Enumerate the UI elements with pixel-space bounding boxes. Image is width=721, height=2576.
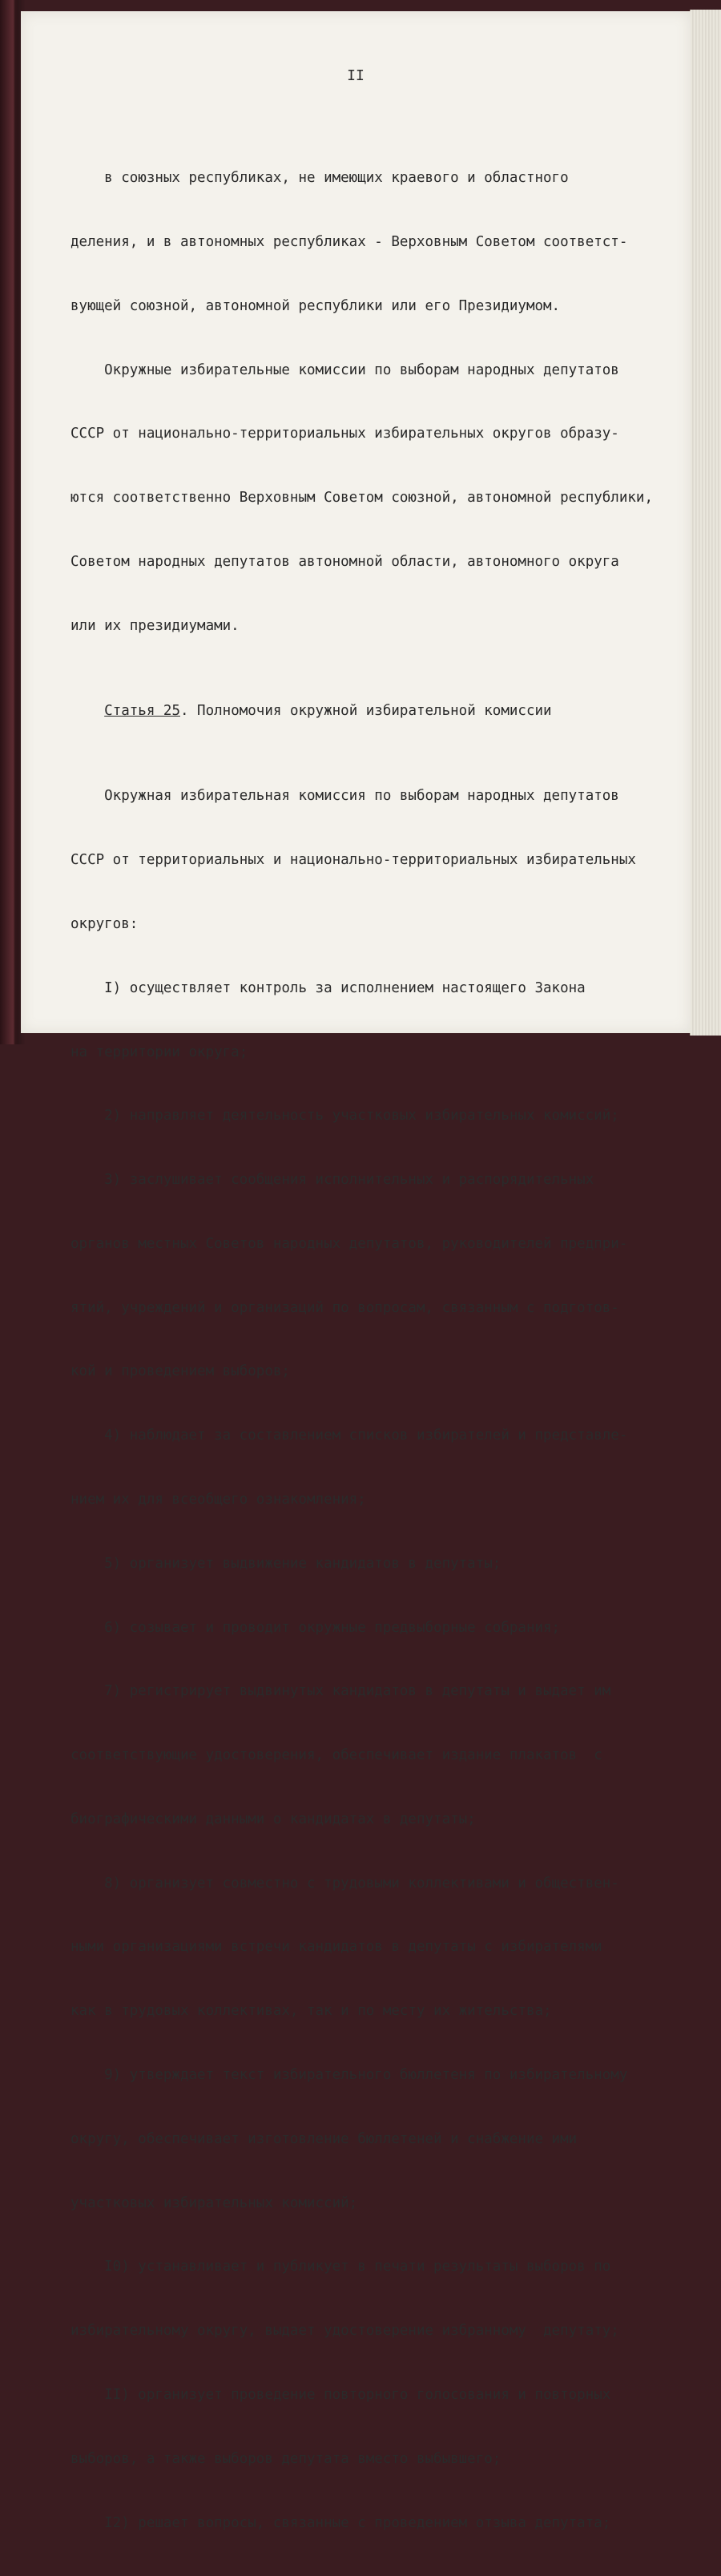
text-line: вующей союзной, автономной республики или его Президиумом. <box>70 297 561 314</box>
text-line: органов местных Советов народных депутатов, руководителей предпри- <box>70 1235 628 1252</box>
document-body <box>70 125 687 2576</box>
text-line: Окружные избирательные комиссии по выборам народных депутатов <box>70 361 619 378</box>
text-line: участковых избирательных комиссий; <box>70 2194 358 2211</box>
text-line: СССР от территориальных и национально-территориальных избирательных <box>70 852 636 869</box>
text-line: СССР от национально-территориальных избирательных округов образу- <box>70 426 619 442</box>
article-indent <box>70 703 104 719</box>
text-line: в союзных республиках, не имеющих краевого и областного <box>70 170 569 187</box>
text-line: избирательному округу, выдает удостоверение избранному депутату; <box>70 2323 619 2340</box>
text-line: II) организует проведение повторного голосования и повторных <box>70 2386 611 2403</box>
text-line: как в трудовых коллективах, так и по месту их жительства; <box>70 2003 552 2020</box>
text-line: 9) утверждает текст избирательного бюллетеня по избирательному <box>70 2067 628 2084</box>
text-line: округу, обеспечивает изготовление бюллетеней и снабжение ими <box>70 2130 578 2147</box>
text-line: I0) устанавливает и публикует в печати результаты выборов по <box>70 2259 611 2275</box>
text-line: деления, и в автономных республиках - Верховным Советом соответст- <box>70 233 628 250</box>
text-line: соответствующие удостоверения, обеспечивает издание плакатов с <box>70 1747 602 1764</box>
text-line: ятий, учреждений и организаций по вопросам, связанным с подготов- <box>70 1299 619 1316</box>
text-line: 5) организует выдвижение кандидатов в депутаты; <box>70 1555 501 1572</box>
article-label: Статья 25 <box>104 703 180 720</box>
text-line: I2) решает вопросы, связанные с проведением отзыва депутата; <box>70 2514 611 2531</box>
text-line: выборов, а также выборов депутата вместо выбывшего; <box>70 2450 501 2467</box>
text-line: ными организациями встречи кандидатов в депутаты с избирателями <box>70 1939 602 1956</box>
text-line: 6) созывает и проводит окружные предвыборные собрания; <box>70 1619 561 1636</box>
text-line: 2) направляет деятельность участковых избирательных комиссий; <box>70 1108 619 1124</box>
document-page <box>21 11 691 2531</box>
text-line: I) осуществляет контроль за исполнением настоящего Закона <box>70 979 586 996</box>
text-line: 4) наблюдает за составлением списков избирателей и представле- <box>70 1427 628 1444</box>
text-line: Советом народных депутатов автономной области, автономного округа <box>70 553 619 570</box>
text-line: округов: <box>70 915 139 932</box>
text-line: 3) заслушивает сообщения исполнительных и распорядительных <box>70 1172 594 1189</box>
text-line: Окружная избирательная комиссия по выборам народных депутатов <box>70 788 619 805</box>
text-line: или их президиумами. <box>70 617 240 634</box>
page-edges <box>690 10 721 1036</box>
text-line: нием их для всеобщего ознакомления; <box>70 1492 366 1508</box>
text-line: кой и проведением выборов; <box>70 1363 290 1380</box>
text-line: 7) регистрирует выдвинутых кандидатов в депутаты и выдает им <box>70 1683 611 1700</box>
article-title: . Полномочия окружной избирательной комиссии <box>179 703 552 720</box>
text-line: 8) организует совместно с трудовыми коллективами и обществен- <box>70 1875 619 1892</box>
article-heading <box>70 701 687 722</box>
text-line: биографическими данными о кандидатах в депутаты; <box>70 1811 476 1827</box>
text-line: на территории округа; <box>70 1044 248 1060</box>
text-line: ются соответственно Верховным Советом союзной, автономной республики, <box>70 490 653 507</box>
page-number: II <box>347 67 365 84</box>
